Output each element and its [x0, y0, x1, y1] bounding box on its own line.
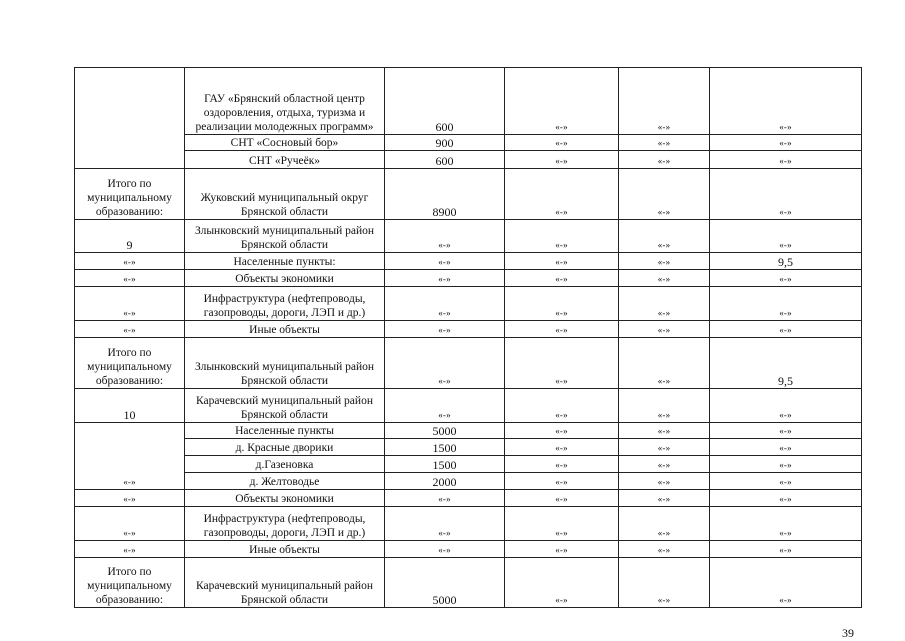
table-cell: «-» [619, 253, 710, 270]
table-cell: «-» [619, 490, 710, 507]
table-cell: «-» [75, 507, 185, 541]
table-cell: 8900 [385, 169, 505, 220]
table-cell: «-» [710, 169, 862, 220]
table-cell: 1500 [385, 439, 505, 456]
table-cell: «-» [710, 541, 862, 558]
table-cell: «-» [619, 270, 710, 287]
table-cell: «-» [619, 287, 710, 321]
table-cell: «-» [75, 270, 185, 287]
table-cell: Жуковский муниципальный округ Брянской области [185, 169, 385, 220]
table-cell: 10 [75, 389, 185, 423]
table-cell: Карачевский муниципальный район Брянской области [185, 558, 385, 608]
table-cell: «-» [710, 321, 862, 338]
table-cell: Карачевский муниципальный район Брянской области [185, 389, 385, 423]
table-cell: «-» [619, 151, 710, 169]
table-cell: «-» [505, 169, 619, 220]
table-cell: «-» [619, 439, 710, 456]
table-row [75, 270, 862, 287]
table-cell: Населенные пункты [185, 423, 385, 439]
table-row [75, 253, 862, 270]
table-cell: Итого по муниципальному образованию: [75, 558, 185, 608]
table-cell: «-» [505, 220, 619, 253]
table-cell: Инфраструктура (нефтепроводы, газопроводы, дороги, ЛЭП и др.) [185, 507, 385, 541]
table-row [75, 490, 862, 507]
table-cell: «-» [619, 321, 710, 338]
table-cell: 600 [385, 68, 505, 135]
table-cell: «-» [385, 389, 505, 423]
table-cell: «-» [75, 253, 185, 270]
table-cell: «-» [505, 490, 619, 507]
page-number: 39 [842, 626, 854, 640]
table-cell: 600 [385, 151, 505, 169]
table-cell: «-» [385, 287, 505, 321]
table-cell: Злынковский муниципальный район Брянской области [185, 220, 385, 253]
table-row [75, 389, 862, 423]
table-cell: д.Газеновка [185, 456, 385, 473]
table-cell: «-» [710, 490, 862, 507]
table-cell: «-» [710, 287, 862, 321]
table-cell [75, 68, 185, 169]
table-cell: «-» [619, 541, 710, 558]
table-cell: «-» [619, 135, 710, 151]
table-cell: «-» [710, 220, 862, 253]
table-cell: «-» [619, 169, 710, 220]
table-cell: «-» [75, 423, 185, 490]
table-cell: «-» [710, 151, 862, 169]
table-cell: Злынковский муниципальный район Брянской области [185, 338, 385, 389]
table-cell: Объекты экономики [185, 490, 385, 507]
table-cell: 9,5 [710, 253, 862, 270]
table-cell: «-» [385, 338, 505, 389]
table-cell: «-» [505, 68, 619, 135]
table-row [75, 541, 862, 558]
table-cell: 1500 [385, 456, 505, 473]
table-cell: 2000 [385, 473, 505, 490]
table-cell: Иные объекты [185, 541, 385, 558]
table-cell: «-» [505, 253, 619, 270]
table-cell: 9,5 [710, 338, 862, 389]
table-cell: «-» [385, 541, 505, 558]
table-cell: «-» [710, 558, 862, 608]
table-row [75, 169, 862, 220]
table-cell: Инфраструктура (нефтепроводы, газопроводы, дороги, ЛЭП и др.) [185, 287, 385, 321]
data-table [74, 67, 862, 608]
table-cell: «-» [710, 456, 862, 473]
table-cell: 9 [75, 220, 185, 253]
table-cell: «-» [710, 439, 862, 456]
table-row [75, 151, 862, 169]
table-cell: Населенные пункты: [185, 253, 385, 270]
table-cell: «-» [619, 389, 710, 423]
table-cell: «-» [385, 220, 505, 253]
table-cell: «-» [619, 68, 710, 135]
table-row [75, 473, 862, 490]
table-cell: ГАУ «Брянский областной центр оздоровления, отдыха, туризма и реализации молодежных программ» [185, 68, 385, 135]
table-cell: «-» [619, 456, 710, 473]
table-row [75, 220, 862, 253]
table-cell: д. Желтоводье [185, 473, 385, 490]
table-cell: Объекты экономики [185, 270, 385, 287]
table-cell: «-» [505, 135, 619, 151]
table-cell: «-» [505, 439, 619, 456]
table-cell: «-» [385, 490, 505, 507]
table-cell: «-» [710, 507, 862, 541]
table-cell: СНТ «Ручеёк» [185, 151, 385, 169]
table-cell: «-» [619, 338, 710, 389]
table-cell: «-» [75, 490, 185, 507]
table-cell: Итого по муниципальному образованию: [75, 338, 185, 389]
table-cell: «-» [505, 321, 619, 338]
table-row [75, 439, 862, 456]
table-cell: «-» [505, 473, 619, 490]
table-cell: «-» [710, 473, 862, 490]
table-row [75, 287, 862, 321]
table-cell: «-» [505, 151, 619, 169]
table-cell: «-» [75, 287, 185, 321]
table-row [75, 338, 862, 389]
table-row [75, 507, 862, 541]
table-row [75, 558, 862, 608]
table-cell: «-» [505, 270, 619, 287]
table-cell: «-» [619, 558, 710, 608]
table-row [75, 456, 862, 473]
table-cell: «-» [505, 389, 619, 423]
table-cell: «-» [619, 220, 710, 253]
table-cell: «-» [505, 338, 619, 389]
table-cell: «-» [710, 135, 862, 151]
table-cell: 5000 [385, 423, 505, 439]
table-row [75, 423, 862, 439]
table-cell: «-» [385, 270, 505, 287]
table-row [75, 135, 862, 151]
table-cell: «-» [385, 253, 505, 270]
table-cell: «-» [619, 423, 710, 439]
table-cell: «-» [710, 68, 862, 135]
table-cell: Иные объекты [185, 321, 385, 338]
table-row [75, 68, 862, 135]
table-cell: «-» [385, 507, 505, 541]
table-cell: д. Красные дворики [185, 439, 385, 456]
table-cell: «-» [385, 321, 505, 338]
table-cell: «-» [710, 423, 862, 439]
table-cell: «-» [619, 473, 710, 490]
table-cell: «-» [505, 541, 619, 558]
table-cell: «-» [619, 507, 710, 541]
table-cell: «-» [710, 389, 862, 423]
table-cell: 5000 [385, 558, 505, 608]
table-cell: «-» [75, 321, 185, 338]
table-row [75, 321, 862, 338]
table-cell: «-» [505, 287, 619, 321]
table-cell: «-» [505, 558, 619, 608]
table-cell: «-» [505, 456, 619, 473]
table-cell: «-» [710, 270, 862, 287]
table-cell: СНТ «Сосновый бор» [185, 135, 385, 151]
table-cell: 900 [385, 135, 505, 151]
table-cell: «-» [505, 423, 619, 439]
table-cell: «-» [505, 507, 619, 541]
table-cell: «-» [75, 541, 185, 558]
table-cell: Итого по муниципальному образованию: [75, 169, 185, 220]
